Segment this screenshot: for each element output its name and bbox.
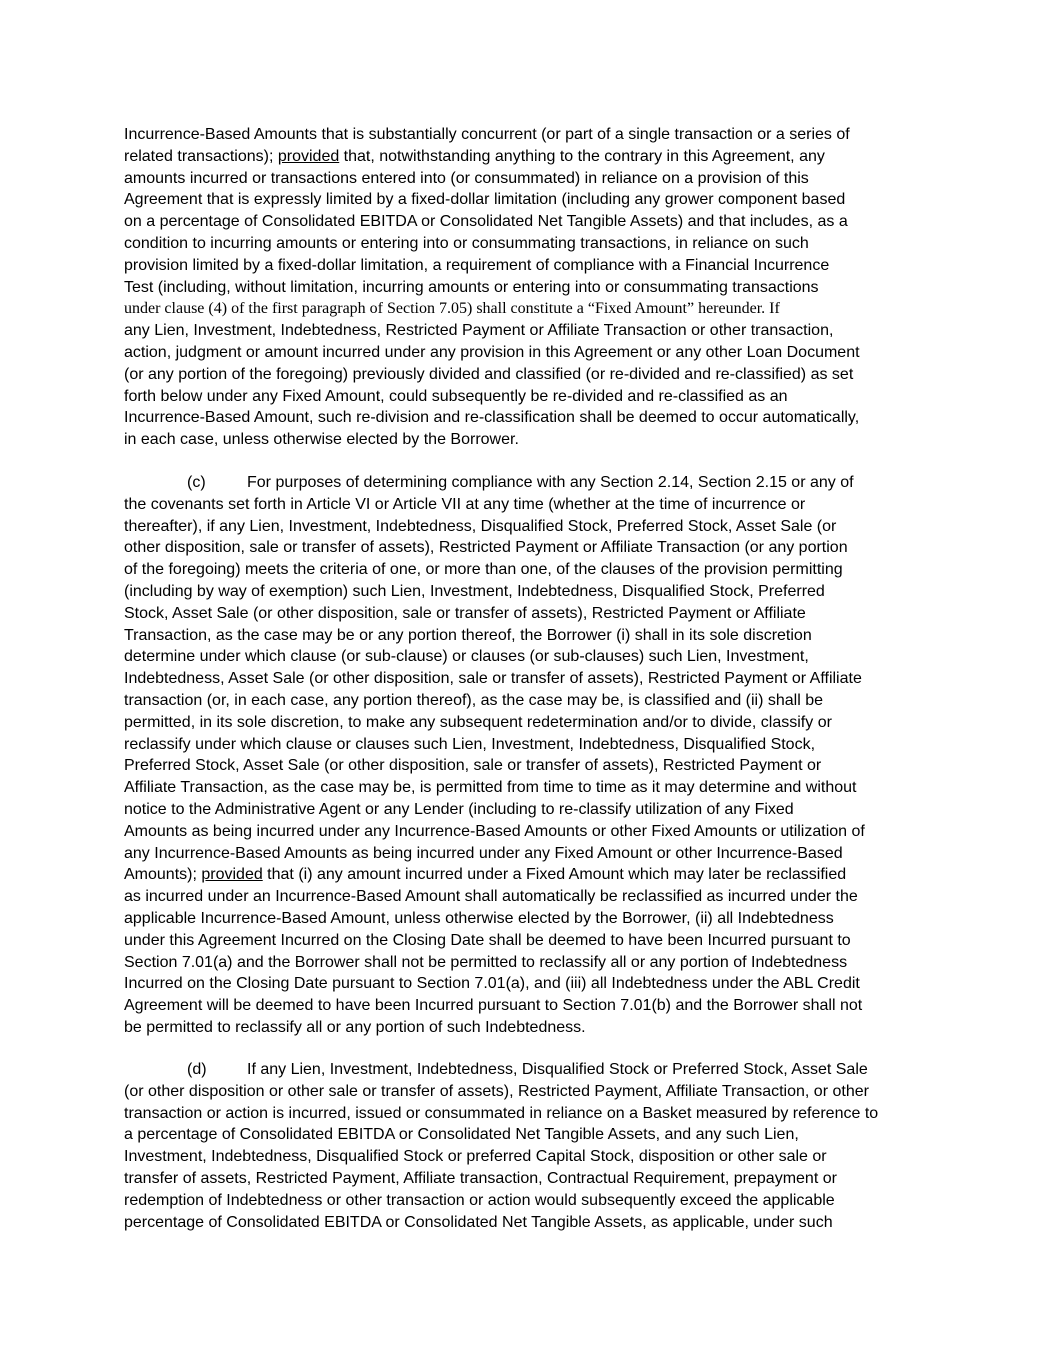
text-run: Agreement that is expressly limited by a fixed-dollar limitation (including any grower component based (124, 191, 846, 209)
text-line (124, 189, 934, 211)
text-run: thereafter), if any Lien, Investment, Indebtedness, Disqualified Stock, Preferred Stock, Asset Sale (or (124, 517, 837, 535)
text-line (124, 821, 934, 843)
text-run: applicable Incurrence-Based Amount, unless otherwise elected by the Borrower, (ii) all Indebtedness (124, 909, 834, 927)
text-line (124, 952, 934, 974)
text-line (124, 342, 934, 364)
text-run: be permitted to reclassify all or any portion of such Indebtedness. (124, 1018, 586, 1036)
paragraph-c (124, 472, 934, 1039)
text-line (124, 537, 934, 559)
text-run: any Lien, Investment, Indebtedness, Restricted Payment or Affiliate Transaction or other transaction, (124, 322, 834, 340)
text-run: as incurred under an Incurrence-Based Amount shall automatically be reclassified as incurred under the (124, 888, 858, 906)
text-run: that, notwithstanding anything to the contrary in this Agreement, any (339, 147, 825, 165)
text-run: that (i) any amount incurred under a Fixed Amount which may later be reclassified (262, 866, 847, 884)
text-run: redemption of Indebtedness or other transaction or action would subsequently exceed the applicable (124, 1191, 835, 1209)
text-run: under this Agreement Incurred on the Closing Date shall be deemed to have been Incurred pursuant to (124, 931, 851, 949)
paragraph-d (124, 1059, 934, 1233)
text-line (124, 233, 934, 255)
text-line (124, 407, 934, 429)
text-run: condition to incurring amounts or entering into or consummating transactions, in reliance on such (124, 234, 809, 252)
text-run: reclassify under which clause or clauses such Lien, Investment, Indebtedness, Disqualified Stock, (124, 735, 816, 753)
text-line (124, 864, 934, 886)
clause-label: (c) (187, 474, 206, 491)
text-run: on a percentage of Consolidated EBITDA or Consolidated Net Tangible Assets) and that includes, as a (124, 213, 848, 231)
text-line (124, 559, 934, 581)
text-run: Affiliate Transaction, as the case may be, is permitted from time to time as it may determine and without (124, 779, 857, 797)
text-run: other disposition, sale or transfer of assets), Restricted Payment or Affiliate Transaction (or any portion (124, 539, 848, 557)
text-line (124, 168, 934, 190)
text-run: If any Lien, Investment, Indebtedness, Disqualified Stock or Preferred Stock, Asset Sale (247, 1061, 868, 1078)
text-run: Incurred on the Closing Date pursuant to Section 7.01(a), and (iii) all Indebtedness under the ABL Credit (124, 975, 860, 993)
text-line (124, 1146, 934, 1168)
text-line (124, 320, 934, 342)
text-run: For purposes of determining compliance with any Section 2.14, Section 2.15 or any of (247, 474, 854, 491)
text-line (124, 1059, 934, 1081)
clause-label: (d) (187, 1061, 207, 1078)
text-line (124, 124, 934, 146)
text-run: Preferred Stock, Asset Sale (or other disposition, sale or transfer of assets), Restricted Payment or (124, 757, 822, 775)
text-line (124, 1124, 934, 1146)
text-run: Transaction, as the case may be or any portion thereof, the Borrower (i) shall in its sole discretion (124, 626, 812, 644)
text-run: (or other disposition or other sale or transfer of assets), Restricted Payment, Affiliate Transaction, or other (124, 1082, 869, 1100)
text-run: determine under which clause (or sub-clause) or clauses (or sub-clauses) such Lien, Investment, (124, 648, 809, 666)
text-run: (including by way of exemption) such Lien, Investment, Indebtedness, Disqualified Stock, Preferred (124, 582, 825, 600)
text-run: Section 7.01(a) and the Borrower shall not be permitted to reclassify all or any portion of Indebtedness (124, 953, 848, 971)
text-run: percentage of Consolidated EBITDA or Consolidated Net Tangible Assets, as applicable, under such (124, 1213, 833, 1231)
text-run: Indebtedness, Asset Sale (or other disposition, sale or transfer of assets), Restricted Payment or Affiliate (124, 670, 862, 688)
text-line (124, 843, 934, 865)
text-run: notice to the Administrative Agent or any Lender (including to re-classify utilization of any Fixed (124, 800, 794, 818)
text-line (124, 1103, 934, 1125)
text-run: permitted, in its sole discretion, to make any subsequent redetermination and/or to divide, classify or (124, 713, 832, 731)
text-run: of the foregoing) meets the criteria of one, or more than one, of the clauses of the provision permitting (124, 561, 843, 579)
text-line (124, 690, 934, 712)
text-line (124, 886, 934, 908)
text-line (124, 255, 934, 277)
text-line (124, 799, 934, 821)
text-run: a percentage of Consolidated EBITDA or Consolidated Net Tangible Assets, and any such Lien, (124, 1126, 799, 1144)
text-run: related transactions); (124, 147, 278, 165)
text-run: the covenants set forth in Article VI or Article VII at any time (whether at the time of incurrence or (124, 495, 806, 513)
text-line (124, 472, 934, 494)
text-run: transaction (or, in each case, any portion thereof), as the case may be, is classified and (ii) shall be (124, 691, 824, 709)
text-run: Stock, Asset Sale (or other disposition, sale or transfer of assets), Restricted Payment or Affiliate (124, 604, 806, 622)
text-run: transaction or action is incurred, issued or consummated in reliance on a Basket measured by reference to (124, 1104, 879, 1122)
text-run: provision limited by a fixed-dollar limitation, a requirement of compliance with a Financial Incurrence (124, 256, 830, 274)
text-run: forth below under any Fixed Amount, could subsequently be re-divided and re-classified as an (124, 387, 788, 405)
text-line (124, 298, 934, 320)
underlined-term: provided (201, 866, 263, 884)
text-run: Incurrence-Based Amount, such re-division and re-classification shall be deemed to occur automatically, (124, 409, 860, 427)
text-line (124, 908, 934, 930)
text-run: action, judgment or amount incurred under any provision in this Agreement or any other Loan Document (124, 343, 860, 361)
text-run: any Incurrence-Based Amounts as being incurred under any Fixed Amount or other Incurrence-Based (124, 844, 843, 862)
text-run: in each case, unless otherwise elected by the Borrower. (124, 431, 519, 449)
text-line (124, 995, 934, 1017)
text-line (124, 277, 934, 299)
text-line (124, 516, 934, 538)
text-run: Investment, Indebtedness, Disqualified Stock or preferred Capital Stock, disposition or other sale or (124, 1148, 827, 1166)
text-line (124, 146, 934, 168)
text-line (124, 494, 934, 516)
text-line (124, 1212, 934, 1234)
text-line (124, 364, 934, 386)
text-run: Test (including, without limitation, incurring amounts or entering into or consummating transactions (124, 278, 819, 296)
text-line (124, 386, 934, 408)
text-line (124, 581, 934, 603)
text-line (124, 1081, 934, 1103)
text-line (124, 603, 934, 625)
text-run: transfer of assets, Restricted Payment, Affiliate transaction, Contractual Requirement, prepayment or (124, 1169, 837, 1187)
text-run: Amounts); (124, 866, 202, 884)
text-run: Incurrence-Based Amounts that is substantially concurrent (or part of a single transaction or a series of (124, 126, 850, 143)
text-run: Amounts as being incurred under any Incurrence-Based Amounts or other Fixed Amounts or utilization of (124, 822, 865, 840)
text-run: Agreement will be deemed to have been Incurred pursuant to Section 7.01(b) and the Borrower shall not (124, 997, 863, 1015)
text-line (124, 1190, 934, 1212)
underlined-term: provided (277, 147, 340, 165)
text-run: (or any portion of the foregoing) previously divided and classified (or re-divided and re-classified) as set (124, 365, 854, 383)
text-line (124, 668, 934, 690)
text-line (124, 646, 934, 668)
text-line (124, 625, 934, 647)
text-line (124, 1017, 934, 1039)
text-run: under clause (4) of the first paragraph of Section 7.05) shall constitute a “Fixed Amount” hereunder. If (124, 300, 780, 318)
text-line (124, 930, 934, 952)
text-line (124, 429, 934, 451)
text-line (124, 211, 934, 233)
text-line (124, 973, 934, 995)
text-line (124, 1168, 934, 1190)
text-line (124, 734, 934, 756)
text-run: amounts incurred or transactions entered into (or consummated) in reliance on a provision of this (124, 169, 809, 187)
text-line (124, 712, 934, 734)
paragraph-continued (124, 124, 934, 451)
text-line (124, 777, 934, 799)
text-line (124, 755, 934, 777)
